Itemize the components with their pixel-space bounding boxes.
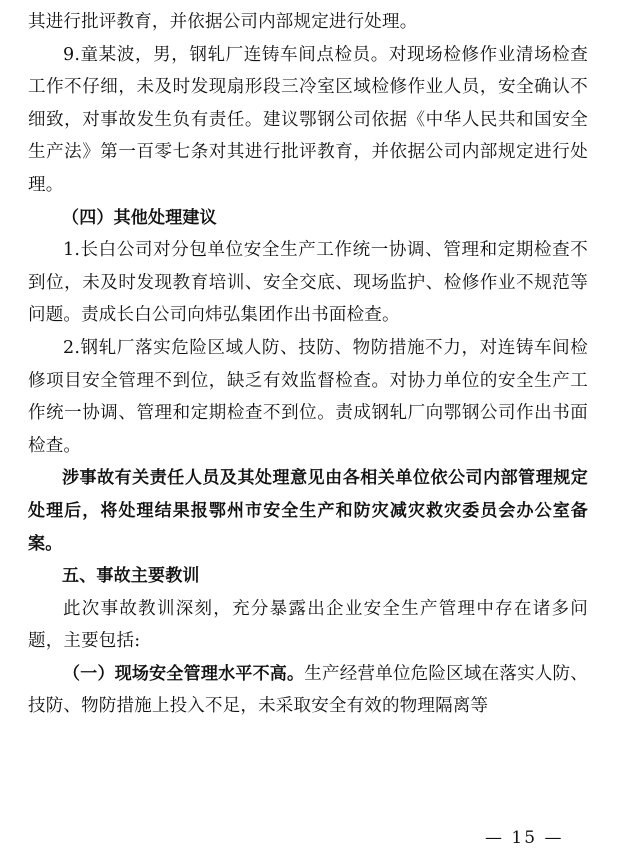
paragraph-continuation: 其进行批评教育，并依据公司内部规定进行处理。 [28, 12, 418, 32]
paragraph-suggestion-1: 1.长白公司对分包单位安全生产工作统一协调、管理和定期检查不到位，未及时发现教育培训、安全交底、现场监护、检修作业不规范等问题。责成长白公司向炜弘集团作出书面检查。 [28, 240, 588, 326]
document-page [28, 6, 588, 723]
paragraph-lessons-intro: 此次事故教训深刻，充分暴露出企业安全生产管理中存在诸多问题，主要包括: [28, 598, 588, 652]
paragraph-suggestion-2: 2.钢轧厂落实危险区域人防、技防、物防措施不力，对连铸车间检修项目安全管理不到位，缺乏有效监督检查。对协力单位的安全生产工作统一协调、管理和定期检查不到位。责成钢轧厂向鄂钢公司作出书面检查。 [28, 337, 588, 456]
lesson-1-heading: （一）现场安全管理水平不高。 [63, 663, 305, 684]
section-heading-lessons: 五、事故主要教训 [62, 566, 200, 587]
page-number: — 15 — [485, 828, 564, 848]
paragraph-lesson-1 [28, 658, 588, 723]
paragraph-bold-notice: 涉事故有关责任人员及其处理意见由各相关单位依公司内部管理规定处理后，将处理结果报鄂州市安全生产和防灾减灾救灾委员会办公室备案。 [28, 468, 588, 554]
lesson-1-text: 生产经营单位危险区域在落实人防、技防、物防措施上投入不足，未采取安全有效的物理隔离等 [28, 663, 588, 717]
paragraph-item-9: 9.童某波，男，钢轧厂连铸车间点检员。对现场检修作业清场检查工作不仔细，未及时发现扇形段三冷室区域检修作业人员，安全确认不细致，对事故发生负有责任。建议鄂钢公司依据《中华人民共和国安全生产法》第一百零七条对其进行批评教育，并依据公司内部规定进行处理。 [28, 44, 588, 195]
section-heading-other-suggestions: （四）其他处理建议 [62, 207, 217, 228]
